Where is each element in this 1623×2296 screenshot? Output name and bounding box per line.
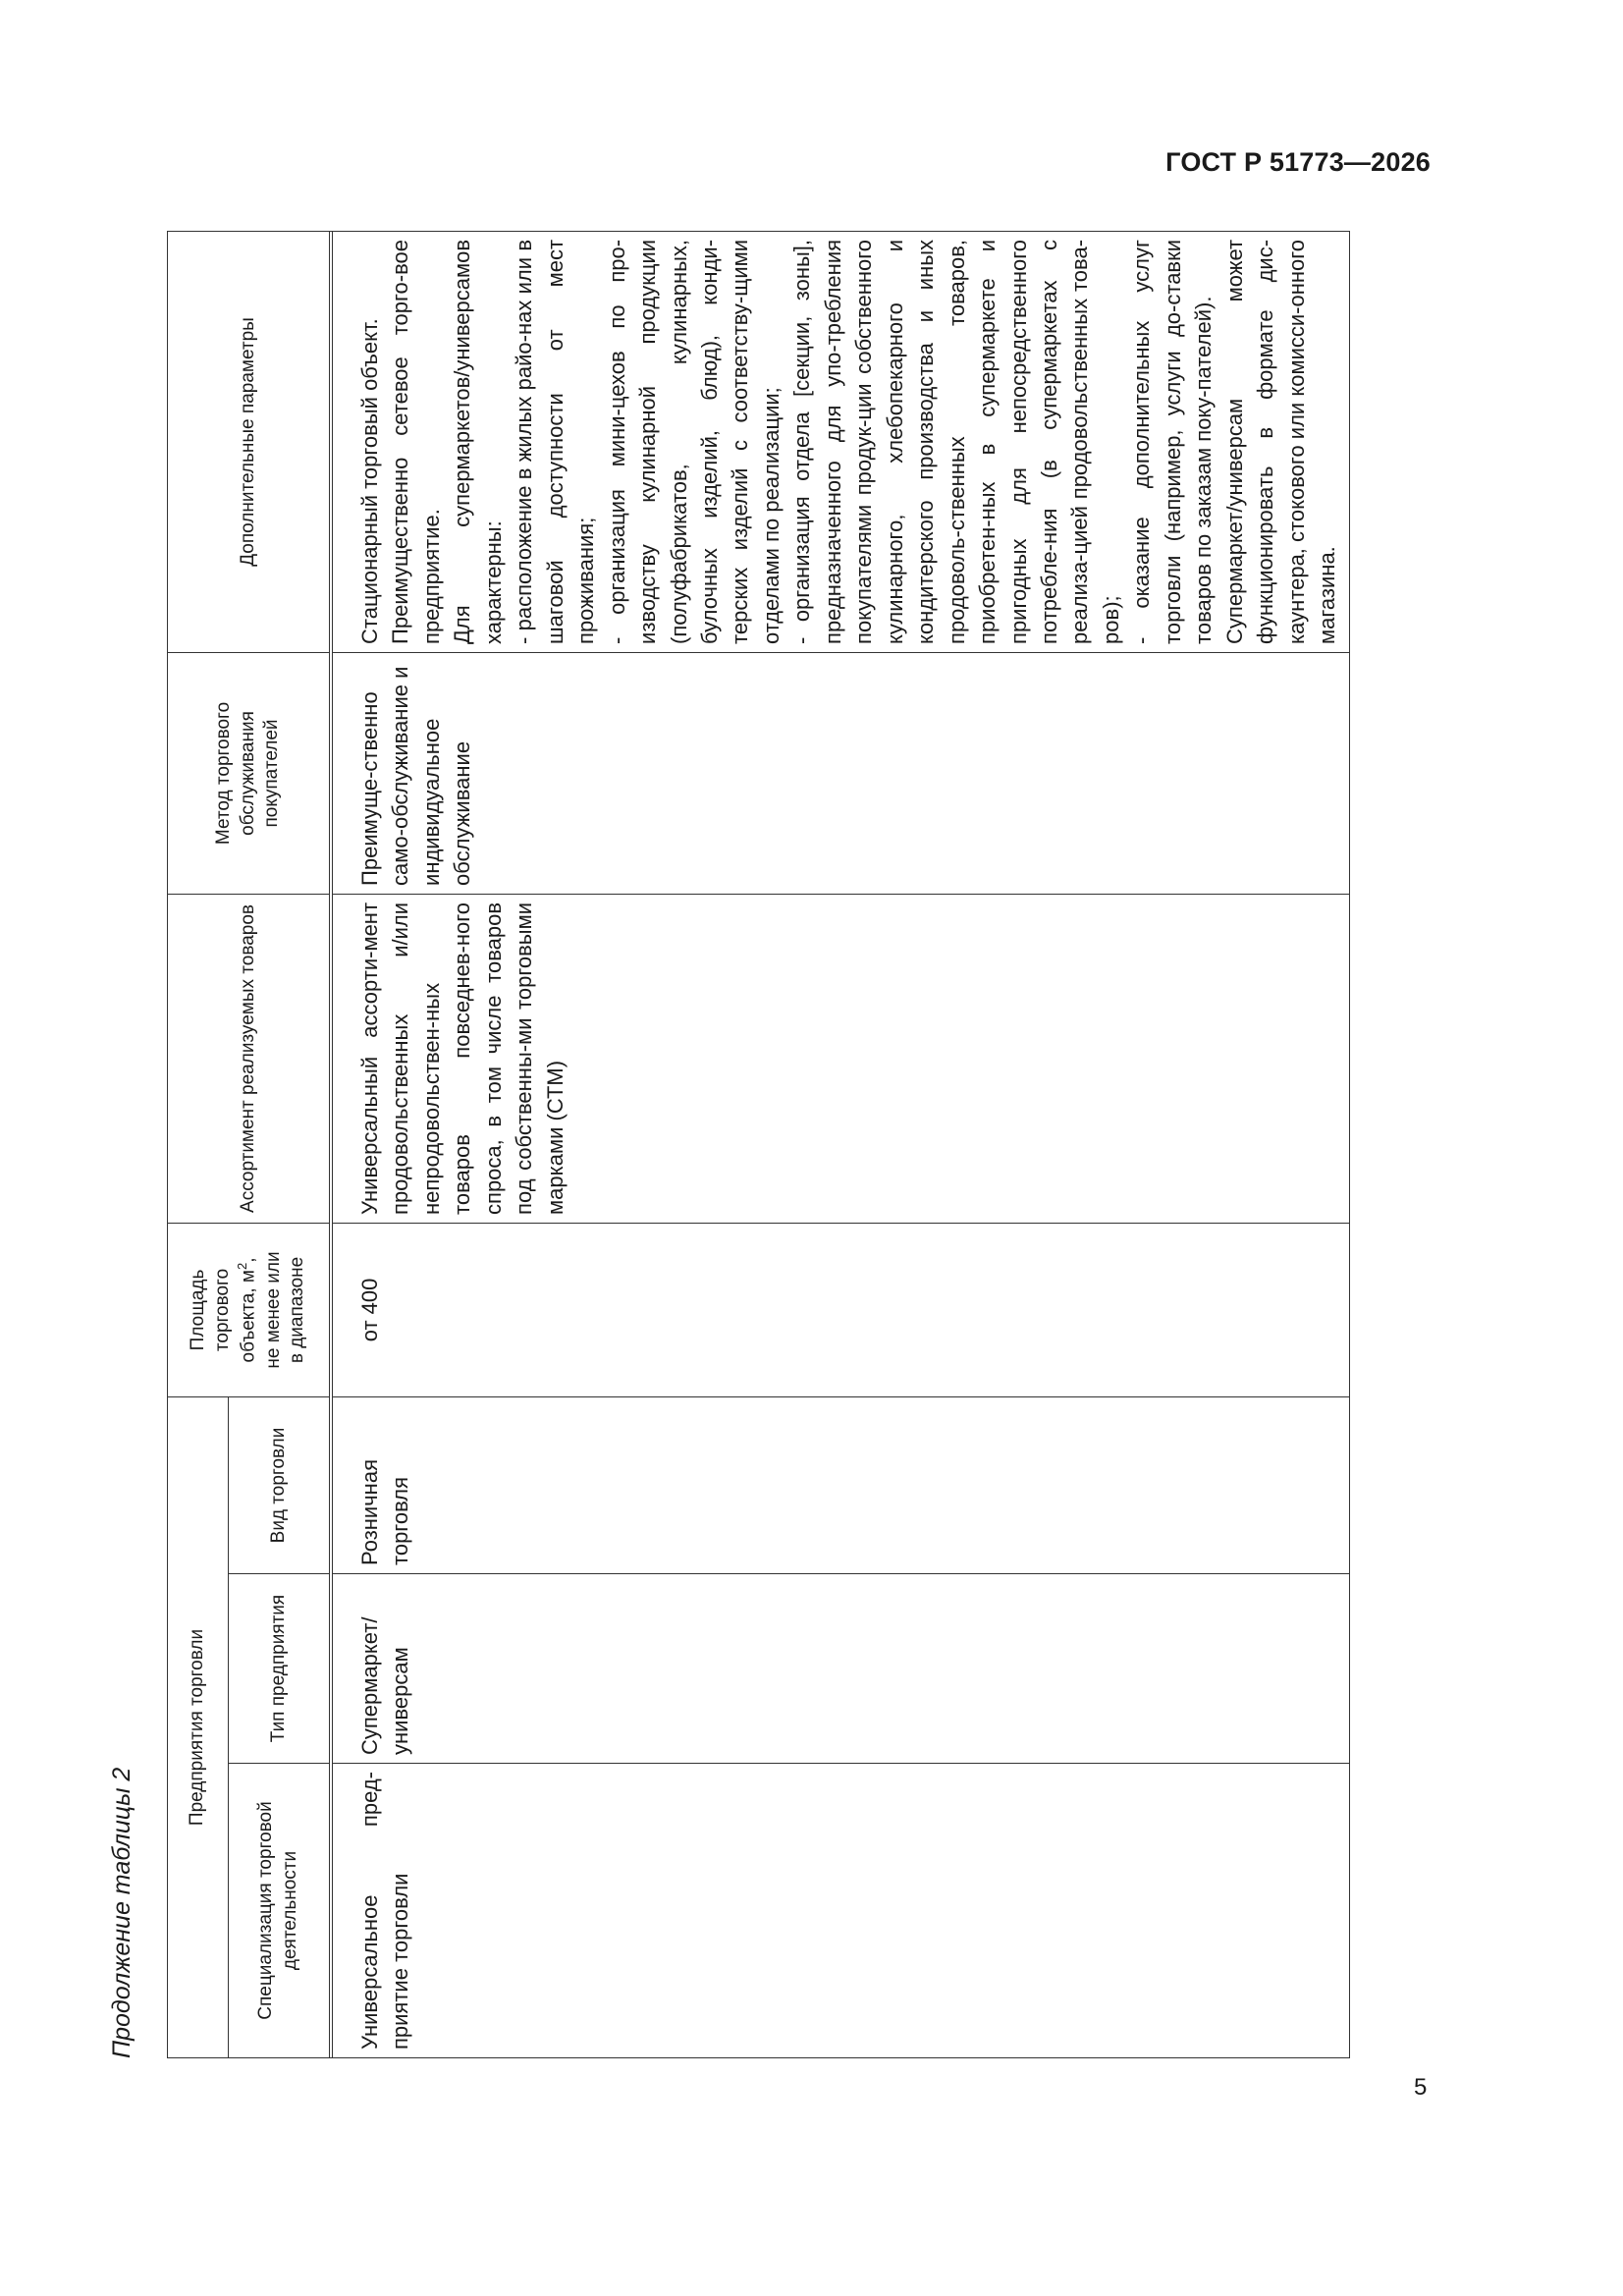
extra-param-line: Супермаркет/универсам может функционировать в формате дис-каунтера, стокового или комисси-онного магазина. — [1221, 239, 1340, 644]
header-service-method: Метод торгового обслуживания покупателей — [168, 652, 330, 894]
cell-assortment: Универсальный ассорти-мент продовольственных и/или непродовольствен-ных товаров повседнев-ного спроса, в том числе товаров под собственны-ми торговыми марками (СТМ) — [333, 894, 1350, 1223]
extra-param-line: Стационарный торговый объект. — [357, 318, 382, 644]
extra-param-line: Для супермаркетов/универсамов характерны: — [450, 239, 506, 644]
header-area: Площадь торгового объекта, $м^2$, не менее или в диапазоне — [168, 1223, 330, 1396]
extra-param-line: - оказание дополнительных услуг торговли (например, услуги до-ставки товаров по заказам поку-пателей). — [1129, 239, 1217, 644]
header-enterprise-type: Тип предприятия — [229, 1574, 330, 1764]
table-row — [333, 231, 1350, 2057]
page-number: 5 — [1414, 2074, 1428, 2101]
extra-param-line: - организация отдела [секции, зоны], предназначенного для упо-требления покупателями продук-ции собственного кулинарного, хлебопекарного и кондитерского производства и иных продоволь-ственных товаров, приобретен-ных в супермаркете и пригодных для непосредственного потребле-ния (в супермаркетах с реализа-цией продовольственных това-ров); — [789, 239, 1123, 644]
table-caption: Продолжение таблицы 2 — [108, 1767, 135, 2058]
cell-specialization: Универсальное пред-приятие торговли — [333, 1764, 1350, 2058]
rotated-table-block — [108, 232, 1382, 2058]
cell-trade-kind: Розничная торговля — [333, 1396, 1350, 1573]
header-assortment: Ассортимент реализуемых товаров — [168, 894, 330, 1223]
group-header: Предприятия торговли — [168, 1396, 229, 2057]
header-extra-params: Дополнительные параметры — [168, 231, 330, 652]
header-specialization: Специализация торговой деятельности — [229, 1764, 330, 2058]
extra-param-line: Преимущественно сетевое торго-вое предприятие. — [388, 239, 444, 644]
standard-code: ГОСТ Р 51773—2026 — [1165, 147, 1431, 177]
header-row-group — [168, 231, 229, 2057]
cell-service-method: Преимуще-ственно само-обслуживание и индивидуальное обслуживание — [333, 652, 1350, 894]
extra-param-line: - расположение в жилых райо-нах или в шаговой доступности от мест проживания; — [512, 239, 599, 644]
header-trade-kind: Вид торговли — [229, 1396, 330, 1573]
cell-extra-params — [333, 231, 1350, 652]
enterprise-table — [167, 231, 1350, 2058]
extra-param-line: - организация мини-цехов по про-изводству кулинарной продукции (полуфабрикатов, кулинарных, булочных изделий, блюд), конди-терских изделий с соответству-щими отделами по реализации; — [604, 239, 784, 644]
cell-area: от 400 — [333, 1223, 1350, 1396]
cell-enterprise-type: Супермаркет/универсам — [333, 1574, 1350, 1764]
